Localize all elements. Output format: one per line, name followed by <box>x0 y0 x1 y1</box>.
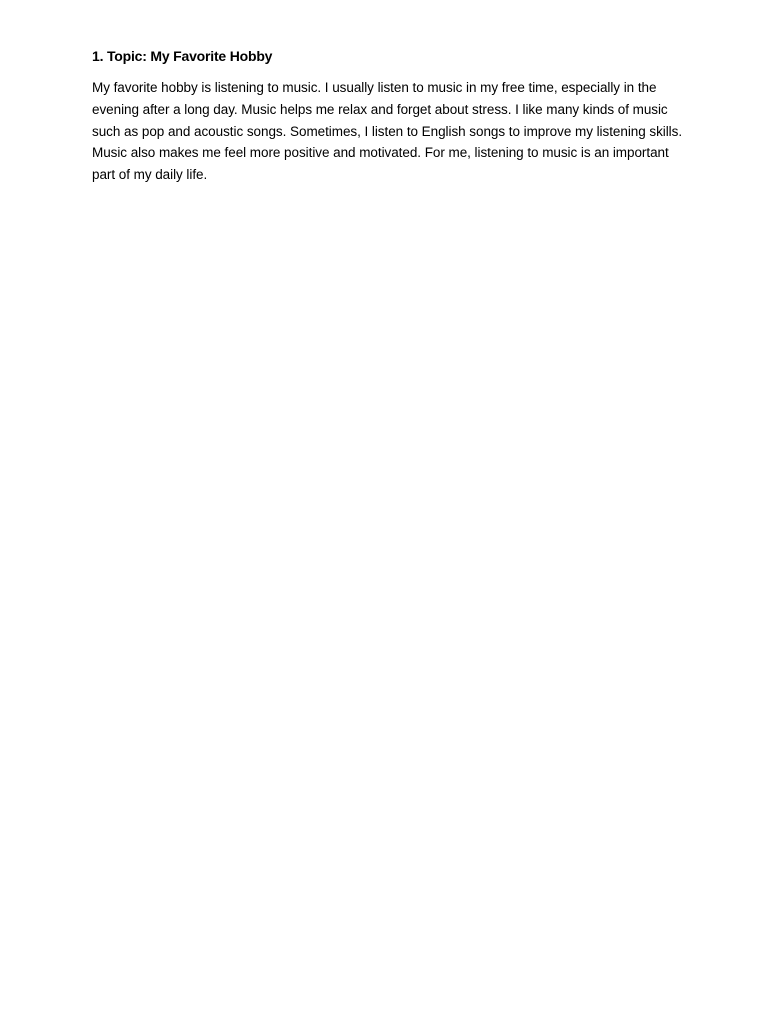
body-paragraph: My favorite hobby is listening to music. I usually listen to music in my free time, especially in the evening after a long day. Music helps me relax and forget about stress. I like many kinds of music such as pop and acoustic songs. Sometimes, I listen to English songs to improve my listening skills. Music also makes me feel more positive and motivated. For me, listening to music is an important part of my daily life. <box>92 80 683 183</box>
document-content <box>92 46 692 186</box>
topic-heading: 1. Topic: My Favorite Hobby <box>92 48 273 64</box>
